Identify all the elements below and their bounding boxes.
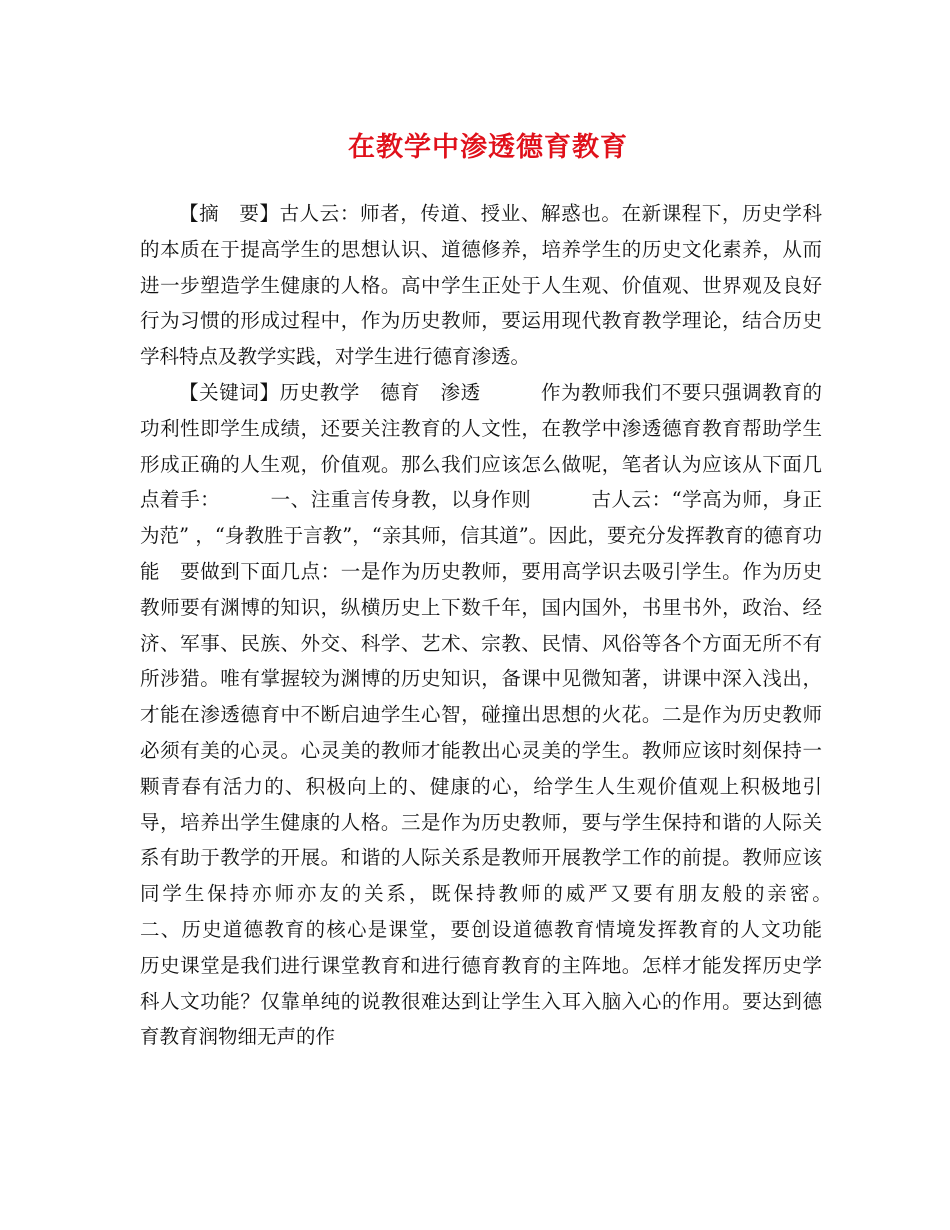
- keywords-paragraph: [140, 375, 881, 1055]
- document-body: [140, 196, 881, 1055]
- abstract-text: 古人云：师者，传道、授业、解惑也。在新课程下，历史学科的本质在于提高学生的思想认识、道德修养，培养学生的历史文化素养，从而进一步塑造学生健康的人格。高中学生正处于人生观、价值观、世界观及良好行为习惯的形成过程中，作为历史教师，要运用现代教育教学理论，结合历史学科特点及教学实践，对学生进行德育渗透。: [140, 202, 822, 369]
- abstract-label: 【摘 要】: [179, 202, 280, 225]
- abstract-paragraph: [140, 196, 822, 375]
- keywords-label: 【关键词】: [179, 380, 280, 404]
- document-title: 在教学中渗透德育教育: [348, 132, 628, 163]
- keywords-text: 历史教学 德育 渗透 作为教师我们不要只强调教育的功利性即学生成绩，还要关注教育的人文性，在教学中渗透德育教育帮助学生形成正确的人生观，价值观。那么我们应该怎么做呢，笔者认为应该从下面几点着手： 一、注重言传身教，以身作则 古人云：“学高为师，身正为范” ，“身教胜于言教”，“亲其师，信其道”。因此，要充分发挥教育的德育功能 要做到下面几点：一是作为历史教师，要用高学识去吸引学生。作为历史教师要有渊博的知识，纵横历史上下数千年，国内国外，书里书外，政治、经济、军事、民族、外交、科学、艺术、宗教、民情、风俗等各个方面无所不有所涉猎。唯有掌握较为渊博的历史知识，备课中见微知著，讲课中深入浅出，才能在渗透德育中不断启迪学生心智，碰撞出思想的火花。二是作为历史教师必须有美的心灵。心灵美的教师才能教出心灵美的学生。教师应该时刻保持一颗青春有活力的、积极向上的、健康的心，给学生人生观价值观上积极地引导，培养出学生健康的人格。三是作为历史教师，要与学生保持和谐的人际关系有助于教学的开展。和谐的人际关系是教师开展教学工作的前提。教师应该同学生保持亦师亦友的关系，既保持教师的威严又要有朋友般的亲密。 二、历史道德教育的核心是课堂，要创设道德教育情境发挥教育的人文功能 历史课堂是我们进行课堂教育和进行德育教育的主阵地。怎样才能发挥历史学科人文功能？仅靠单纯的说教很难达到让学生入耳入脑入心的作用。要达到德育教育润物细无声的作: [140, 380, 881, 1049]
